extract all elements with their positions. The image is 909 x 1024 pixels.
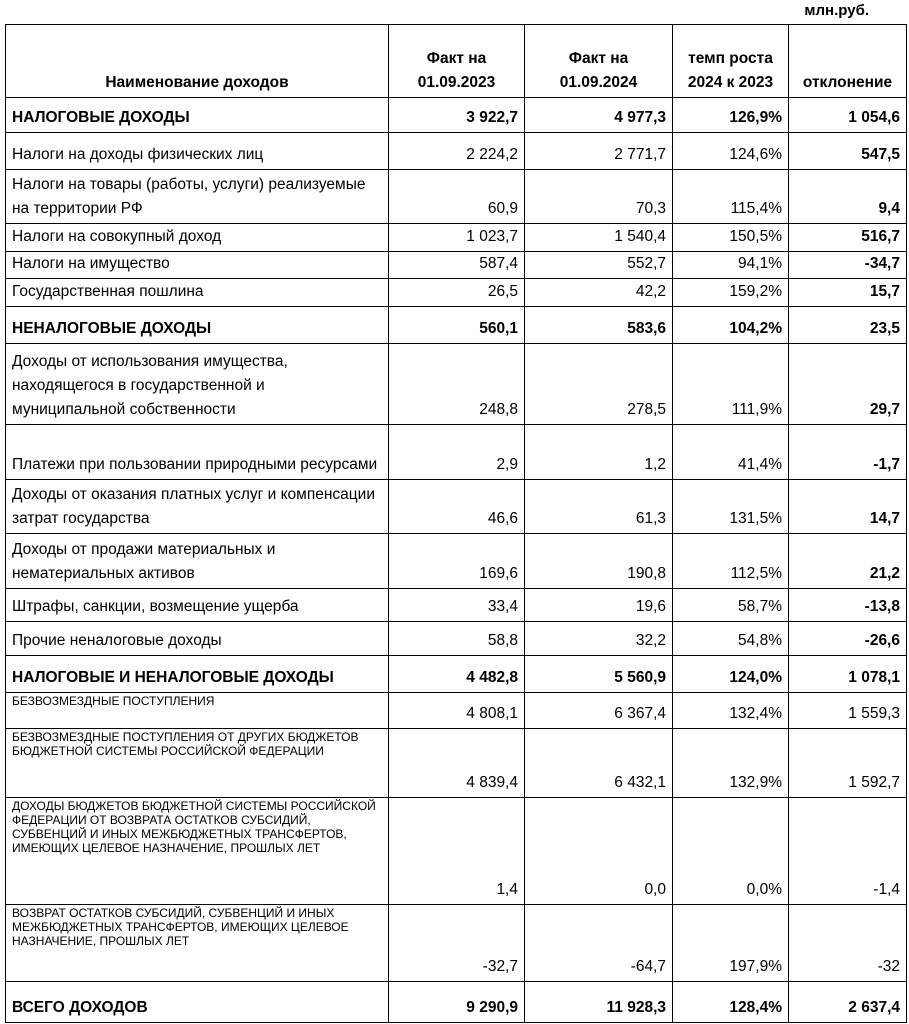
cell-growth: 94,1% [673, 252, 789, 279]
row-name: Налоги на имущество [6, 252, 389, 279]
header-fact-2024: Факт на 01.09.2024 [525, 25, 673, 98]
cell-deviation: 1 559,3 [789, 693, 907, 729]
cell-fact-2024: 11 928,3 [525, 982, 673, 1023]
cell-deviation: 21,2 [789, 534, 907, 589]
table-row [6, 344, 907, 425]
cell-growth: 126,9% [673, 98, 789, 133]
cell-fact-2023: 4 482,8 [389, 656, 525, 693]
row-name: НАЛОГОВЫЕ И НЕНАЛОГОВЫЕ ДОХОДЫ [6, 656, 389, 693]
cell-fact-2024: 32,2 [525, 622, 673, 656]
cell-growth: 115,4% [673, 170, 789, 224]
table-row [6, 170, 907, 224]
table-row [6, 224, 907, 252]
cell-deviation: 29,7 [789, 344, 907, 425]
cell-deviation: -34,7 [789, 252, 907, 279]
cell-fact-2023: 2 224,2 [389, 133, 525, 170]
cell-deviation: 2 637,4 [789, 982, 907, 1023]
cell-growth: 41,4% [673, 425, 789, 480]
cell-fact-2023: 2,9 [389, 425, 525, 480]
cell-deviation: -1,7 [789, 425, 907, 480]
cell-deviation: 14,7 [789, 480, 907, 534]
table-row [6, 252, 907, 279]
cell-fact-2023: 1 023,7 [389, 224, 525, 252]
cell-growth: 0,0% [673, 798, 789, 905]
cell-fact-2023: 4 839,4 [389, 729, 525, 798]
cell-fact-2023: 26,5 [389, 279, 525, 307]
cell-fact-2023: 587,4 [389, 252, 525, 279]
row-name: Доходы от продажи материальных и нематериальных активов [6, 534, 389, 589]
cell-deviation: 9,4 [789, 170, 907, 224]
table-row [6, 279, 907, 307]
row-name: ВСЕГО ДОХОДОВ [6, 982, 389, 1023]
row-name: Штрафы, санкции, возмещение ущерба [6, 589, 389, 622]
cell-deviation: 23,5 [789, 307, 907, 344]
row-name: Доходы от использования имущества, находящегося в государственной и муниципальной собственности [6, 344, 389, 425]
row-name: НАЛОГОВЫЕ ДОХОДЫ [6, 98, 389, 133]
row-name: Государственная пошлина [6, 279, 389, 307]
cell-growth: 150,5% [673, 224, 789, 252]
cell-fact-2023: 248,8 [389, 344, 525, 425]
table-row [6, 133, 907, 170]
cell-fact-2023: 46,6 [389, 480, 525, 534]
cell-deviation: 1 054,6 [789, 98, 907, 133]
cell-fact-2023: 33,4 [389, 589, 525, 622]
header-growth: темп роста 2024 к 2023 [673, 25, 789, 98]
cell-fact-2024: 5 560,9 [525, 656, 673, 693]
cell-fact-2024: 583,6 [525, 307, 673, 344]
header-name: Наименование доходов [6, 25, 389, 98]
cell-deviation: 15,7 [789, 279, 907, 307]
cell-growth: 111,9% [673, 344, 789, 425]
table-row [6, 307, 907, 344]
table-row [6, 622, 907, 656]
table-row [6, 534, 907, 589]
cell-fact-2023: 4 808,1 [389, 693, 525, 729]
row-name: ВОЗВРАТ ОСТАТКОВ СУБСИДИЙ, СУБВЕНЦИЙ И ИНЫХ МЕЖБЮДЖЕТНЫХ ТРАНСФЕРТОВ, ИМЕЮЩИХ ЦЕЛЕВОЕ НАЗНАЧЕНИЕ, ПРОШЛЫХ ЛЕТ [6, 905, 389, 982]
row-name: ДОХОДЫ БЮДЖЕТОВ БЮДЖЕТНОЙ СИСТЕМЫ РОССИЙСКОЙ ФЕДЕРАЦИИ ОТ ВОЗВРАТА ОСТАТКОВ СУБСИДИЙ, СУБВЕНЦИЙ И ИНЫХ МЕЖБЮДЖЕТНЫХ ТРАНСФЕРТОВ, ИМЕЮЩИХ ЦЕЛЕВОЕ НАЗНАЧЕНИЕ, ПРОШЛЫХ ЛЕТ [6, 798, 389, 905]
cell-fact-2023: 9 290,9 [389, 982, 525, 1023]
table-row [6, 425, 907, 480]
row-name: Платежи при пользовании природными ресурсами [6, 425, 389, 480]
cell-fact-2023: 60,9 [389, 170, 525, 224]
cell-fact-2024: 4 977,3 [525, 98, 673, 133]
cell-fact-2024: 1 540,4 [525, 224, 673, 252]
income-table [5, 24, 907, 1023]
table-row [6, 656, 907, 693]
cell-growth: 124,0% [673, 656, 789, 693]
cell-fact-2024: 278,5 [525, 344, 673, 425]
cell-fact-2024: 190,8 [525, 534, 673, 589]
cell-fact-2023: 58,8 [389, 622, 525, 656]
table-row [6, 982, 907, 1023]
cell-fact-2023: 169,6 [389, 534, 525, 589]
table-row [6, 729, 907, 798]
cell-deviation: -13,8 [789, 589, 907, 622]
cell-growth: 132,4% [673, 693, 789, 729]
table-row [6, 693, 907, 729]
cell-growth: 58,7% [673, 589, 789, 622]
row-name: НЕНАЛОГОВЫЕ ДОХОДЫ [6, 307, 389, 344]
table-row [6, 480, 907, 534]
cell-fact-2024: 6 367,4 [525, 693, 673, 729]
cell-fact-2024: 2 771,7 [525, 133, 673, 170]
cell-deviation: 547,5 [789, 133, 907, 170]
unit-label: млн.руб. [804, 2, 869, 19]
row-name: Прочие неналоговые доходы [6, 622, 389, 656]
header-row [6, 25, 907, 98]
cell-fact-2024: 42,2 [525, 279, 673, 307]
cell-fact-2023: 560,1 [389, 307, 525, 344]
cell-deviation: -26,6 [789, 622, 907, 656]
table-row [6, 98, 907, 133]
row-name: Налоги на товары (работы, услуги) реализуемые на территории РФ [6, 170, 389, 224]
cell-fact-2023: 3 922,7 [389, 98, 525, 133]
cell-growth: 131,5% [673, 480, 789, 534]
table-row [6, 798, 907, 905]
cell-fact-2024: 19,6 [525, 589, 673, 622]
cell-deviation: 516,7 [789, 224, 907, 252]
cell-fact-2024: -64,7 [525, 905, 673, 982]
table-row [6, 905, 907, 982]
cell-growth: 128,4% [673, 982, 789, 1023]
table-row [6, 589, 907, 622]
row-name: Налоги на доходы физических лиц [6, 133, 389, 170]
cell-growth: 159,2% [673, 279, 789, 307]
cell-fact-2024: 552,7 [525, 252, 673, 279]
cell-growth: 104,2% [673, 307, 789, 344]
cell-fact-2024: 0,0 [525, 798, 673, 905]
cell-deviation: 1 078,1 [789, 656, 907, 693]
cell-deviation: -32 [789, 905, 907, 982]
row-name: Налоги на совокупный доход [6, 224, 389, 252]
row-name: Доходы от оказания платных услуг и компенсации затрат государства [6, 480, 389, 534]
cell-growth: 124,6% [673, 133, 789, 170]
cell-growth: 197,9% [673, 905, 789, 982]
header-fact-2023: Факт на 01.09.2023 [389, 25, 525, 98]
row-name: БЕЗВОЗМЕЗДНЫЕ ПОСТУПЛЕНИЯ ОТ ДРУГИХ БЮДЖЕТОВ БЮДЖЕТНОЙ СИСТЕМЫ РОССИЙСКОЙ ФЕДЕРАЦИИ [6, 729, 389, 798]
cell-fact-2023: -32,7 [389, 905, 525, 982]
cell-growth: 132,9% [673, 729, 789, 798]
cell-fact-2023: 1,4 [389, 798, 525, 905]
header-deviation: отклонение [789, 25, 907, 98]
cell-fact-2024: 70,3 [525, 170, 673, 224]
cell-fact-2024: 6 432,1 [525, 729, 673, 798]
cell-growth: 112,5% [673, 534, 789, 589]
cell-fact-2024: 61,3 [525, 480, 673, 534]
cell-deviation: 1 592,7 [789, 729, 907, 798]
cell-fact-2024: 1,2 [525, 425, 673, 480]
cell-growth: 54,8% [673, 622, 789, 656]
row-name: БЕЗВОЗМЕЗДНЫЕ ПОСТУПЛЕНИЯ [6, 693, 389, 729]
cell-deviation: -1,4 [789, 798, 907, 905]
